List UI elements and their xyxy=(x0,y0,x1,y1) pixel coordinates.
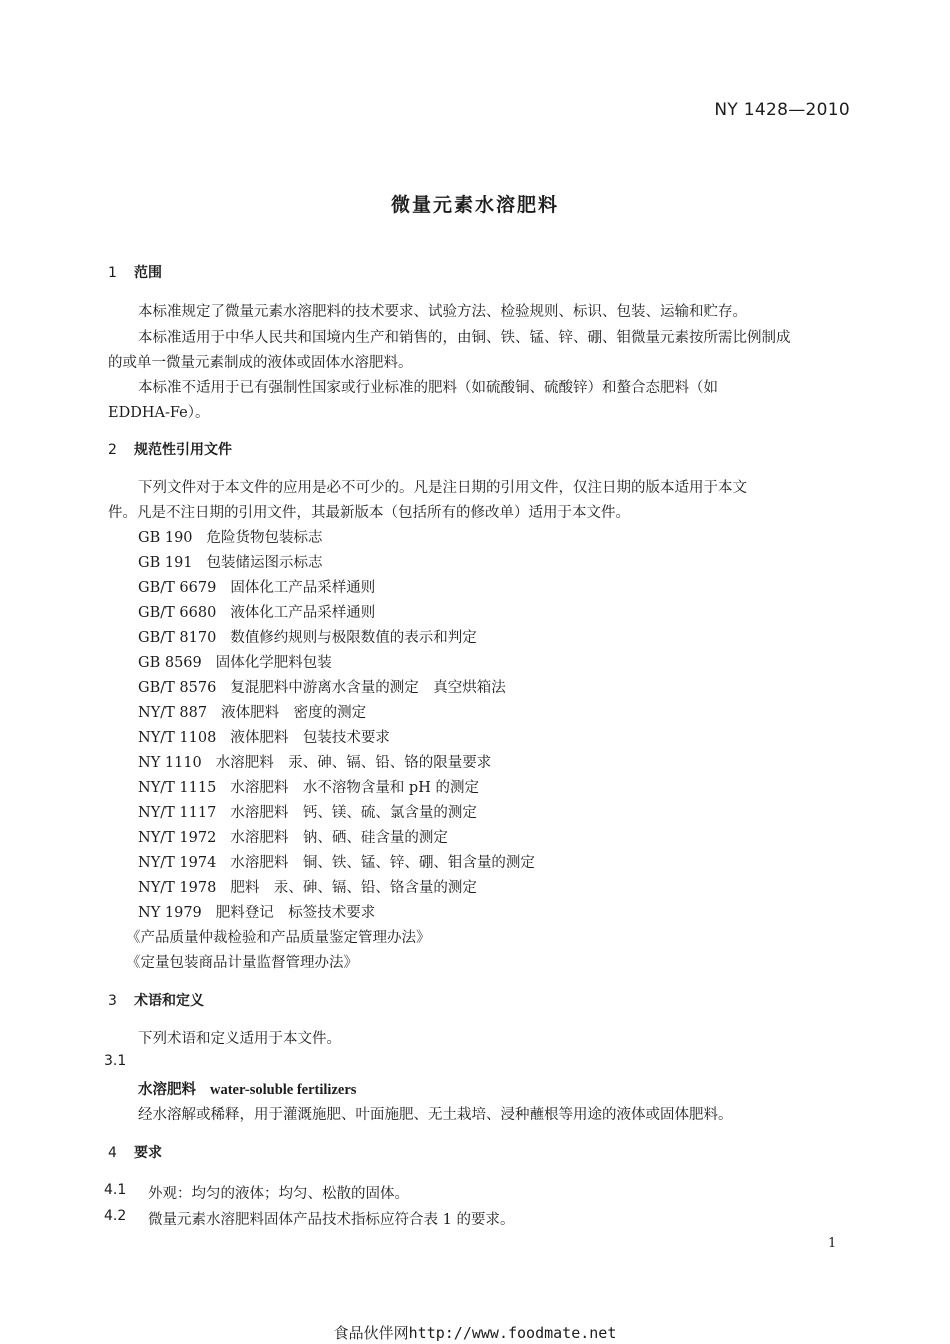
reference-code: NY/T 1978 xyxy=(138,880,217,896)
reference-title: 包装储运图示标志 xyxy=(206,555,323,571)
term-definition: 经水溶解或稀释，用于灌溉施肥、叶面施肥、无土栽培、浸种蘸根等用途的液体或固体肥料。 xyxy=(138,1107,733,1123)
reference-item xyxy=(138,751,491,772)
section-1-para-3-line-1: 本标准不适用于已有强制性国家或行业标准的肥料（如硫酸铜、硫酸锌）和螯合态肥料（如 xyxy=(138,380,718,396)
footer-watermark: 食品伙伴网http://www.foodmate.net xyxy=(333,1324,617,1342)
term-entry xyxy=(138,1078,356,1099)
reference-item xyxy=(138,826,448,847)
clause-text: 外观：均匀的液体；均匀、松散的固体。 xyxy=(148,1186,409,1202)
reference-code: NY 1110 xyxy=(138,755,202,771)
reference-code: NY 1979 xyxy=(138,905,202,921)
subsection-number: 3.1 xyxy=(104,1053,127,1069)
section-1-para-3-line-2: EDDHA-Fe）。 xyxy=(108,405,210,421)
term-english: water-soluble fertilizers xyxy=(210,1082,357,1098)
reference-item xyxy=(138,901,375,922)
reference-title: 水溶肥料 铜、铁、锰、锌、硼、钼含量的测定 xyxy=(230,855,535,871)
section-4-heading xyxy=(108,1142,162,1162)
reference-title: 数值修约规则与极限数值的表示和判定 xyxy=(230,630,477,646)
reference-item xyxy=(138,676,506,697)
section-title: 要求 xyxy=(134,1145,162,1161)
section-2-intro-line-2: 件。凡是不注日期的引用文件，其最新版本（包括所有的修改单）适用于本文件。 xyxy=(108,505,630,521)
reference-code: GB 8569 xyxy=(138,655,202,671)
standard-number: NY 1428—2010 xyxy=(714,100,850,120)
section-1-para-1: 本标准规定了微量元素水溶肥料的技术要求、试验方法、检验规则、标识、包装、运输和贮存。 xyxy=(138,304,747,320)
reference-code: GB/T 6679 xyxy=(138,580,217,596)
reference-item xyxy=(138,876,477,897)
section-1-para-2-line-1: 本标准适用于中华人民共和国境内生产和销售的，由铜、铁、锰、锌、硼、钼微量元素按所需比例制成 xyxy=(138,330,791,346)
reference-item xyxy=(138,851,535,872)
reference-code: GB/T 6680 xyxy=(138,605,217,621)
section-title: 术语和定义 xyxy=(134,993,204,1009)
reference-title: 水溶肥料 钠、硒、硅含量的测定 xyxy=(230,830,448,846)
term-chinese: 水溶肥料 xyxy=(138,1082,196,1098)
reference-title: 水溶肥料 汞、砷、镉、铅、铬的限量要求 xyxy=(215,755,492,771)
section-title: 规范性引用文件 xyxy=(134,442,232,458)
reference-item xyxy=(138,526,323,547)
reference-title: 危险货物包装标志 xyxy=(206,530,323,546)
reference-item xyxy=(138,701,366,722)
reference-item xyxy=(138,651,332,672)
section-number: 4 xyxy=(108,1145,117,1161)
reference-document: 《定量包装商品计量监督管理办法》 xyxy=(126,955,358,971)
reference-title: 肥料登记 标签技术要求 xyxy=(215,905,376,921)
clause-number: 4.1 xyxy=(104,1182,127,1198)
reference-code: NY/T 1108 xyxy=(138,730,217,746)
reference-code: NY/T 1115 xyxy=(138,780,217,796)
reference-item xyxy=(138,601,375,622)
reference-code: GB/T 8576 xyxy=(138,680,217,696)
reference-code: GB 191 xyxy=(138,555,193,571)
page-number: 1 xyxy=(828,1236,837,1251)
document-title: 微量元素水溶肥料 xyxy=(390,194,559,216)
reference-item xyxy=(138,551,323,572)
reference-code: NY/T 1972 xyxy=(138,830,217,846)
reference-item xyxy=(138,726,390,747)
section-1-para-2-line-2: 的或单一微量元素制成的液体或固体水溶肥料。 xyxy=(108,355,413,371)
section-3-heading xyxy=(108,990,204,1010)
reference-title: 液体肥料 密度的测定 xyxy=(221,705,367,721)
reference-title: 水溶肥料 钙、镁、硫、氯含量的测定 xyxy=(230,805,477,821)
reference-code: NY/T 1117 xyxy=(138,805,217,821)
reference-code: GB/T 8170 xyxy=(138,630,217,646)
reference-item xyxy=(138,626,477,647)
section-number: 1 xyxy=(108,265,117,281)
section-2-heading xyxy=(108,439,232,459)
reference-code: GB 190 xyxy=(138,530,193,546)
section-title: 范围 xyxy=(134,265,162,281)
reference-code: NY/T 887 xyxy=(138,705,208,721)
reference-title: 复混肥料中游离水含量的测定 真空烘箱法 xyxy=(230,680,506,696)
reference-title: 水溶肥料 水不溶物含量和 pH 的测定 xyxy=(230,780,479,796)
reference-title: 液体化工产品采样通则 xyxy=(230,605,376,621)
section-number: 2 xyxy=(108,442,117,458)
reference-title: 液体肥料 包装技术要求 xyxy=(230,730,390,746)
reference-title: 肥料 汞、砷、镉、铅、铬含量的测定 xyxy=(230,880,477,896)
reference-document: 《产品质量仲裁检验和产品质量鉴定管理办法》 xyxy=(126,930,431,946)
clause-4-1 xyxy=(104,1182,804,1202)
reference-title: 固体化学肥料包装 xyxy=(215,655,332,671)
section-1-heading xyxy=(108,262,162,282)
reference-title: 固体化工产品采样通则 xyxy=(230,580,376,596)
section-number: 3 xyxy=(108,993,117,1009)
section-2-intro-line-1: 下列文件对于本文件的应用是必不可少的。凡是注日期的引用文件，仅注日期的版本适用于本文 xyxy=(138,480,747,496)
clause-4-2 xyxy=(104,1208,804,1228)
section-3-intro: 下列术语和定义适用于本文件。 xyxy=(138,1031,341,1047)
reference-item xyxy=(138,576,375,597)
clause-number: 4.2 xyxy=(104,1208,127,1224)
reference-item xyxy=(138,801,477,822)
clause-text: 微量元素水溶肥料固体产品技术指标应符合表 1 的要求。 xyxy=(148,1212,515,1228)
reference-code: NY/T 1974 xyxy=(138,855,217,871)
reference-item xyxy=(138,776,479,797)
